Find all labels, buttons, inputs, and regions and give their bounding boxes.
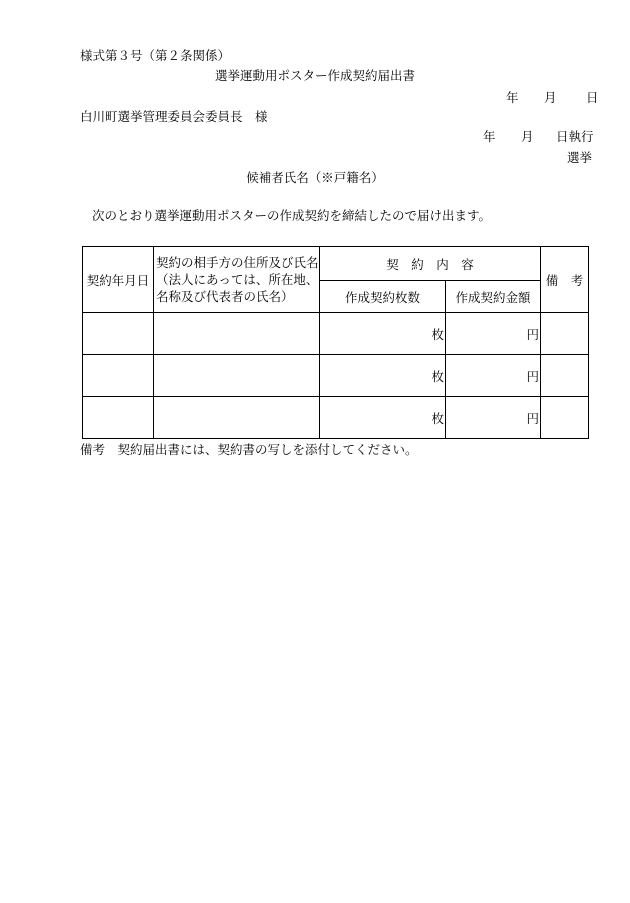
unit-yen: 円 [526,368,540,384]
header-sheet-count: 作成契約枚数 [320,281,446,313]
unit-sheets: 枚 [431,326,444,342]
cell-remarks[interactable] [541,355,589,397]
cell-contract-amount[interactable] [446,397,541,439]
header-party-line2: （法人にあっては、所在地、 [156,272,319,287]
election-day: 日執行 [556,129,594,144]
header-contract-date: 契約年月日 [83,247,154,313]
cell-sheet-count[interactable] [320,313,446,355]
unit-yen: 円 [526,326,540,342]
form-number: 様式第３号（第２条関係） [80,48,231,63]
cell-contract-amount[interactable] [446,355,541,397]
date-day: 日 [586,90,599,105]
unit-sheets: 枚 [431,410,444,426]
intro-text: 次のとおり選挙運動用ポスターの作成契約を締結したので届け出ます。 [92,208,492,223]
election-year: 年 [483,129,496,144]
cell-contract-date[interactable] [83,313,154,355]
cell-remarks[interactable] [541,313,589,355]
candidate-name-label: 候補者氏名（※戸籍名） [246,170,384,185]
header-remarks: 備 考 [541,247,589,313]
header-contract-party [154,247,320,313]
election-date [483,131,594,144]
cell-contract-party[interactable] [154,397,320,439]
remarks-note: 備考 契約届出書には、契約書の写しを添付してください。 [80,442,418,457]
contract-table [82,246,589,439]
header-contract-content: 契 約 内 容 [320,247,541,281]
header-contract-amount: 作成契約金額 [446,281,541,313]
cell-contract-party[interactable] [154,313,320,355]
addressee: 白川町選挙管理委員会委員長 様 [80,109,268,124]
election-month: 月 [521,129,534,144]
document-title: 選挙運動用ポスター作成契約届出書 [214,68,415,83]
table-row [83,313,589,355]
cell-sheet-count[interactable] [320,355,446,397]
date-year: 年 [506,90,519,105]
cell-remarks[interactable] [541,397,589,439]
table-row [83,397,589,439]
date-month: 月 [544,90,557,105]
cell-contract-amount[interactable] [446,313,541,355]
election-label: 選挙 [567,150,593,165]
header-party-line3: 名称及び代表者の氏名） [156,289,294,304]
header-party-line1: 契約の相手方の住所及び氏名 [156,255,319,270]
unit-sheets: 枚 [431,368,444,384]
cell-contract-party[interactable] [154,355,320,397]
unit-yen: 円 [526,410,540,426]
cell-contract-date[interactable] [83,397,154,439]
cell-sheet-count[interactable] [320,397,446,439]
submission-date [506,92,599,105]
cell-contract-date[interactable] [83,355,154,397]
table-row [83,355,589,397]
